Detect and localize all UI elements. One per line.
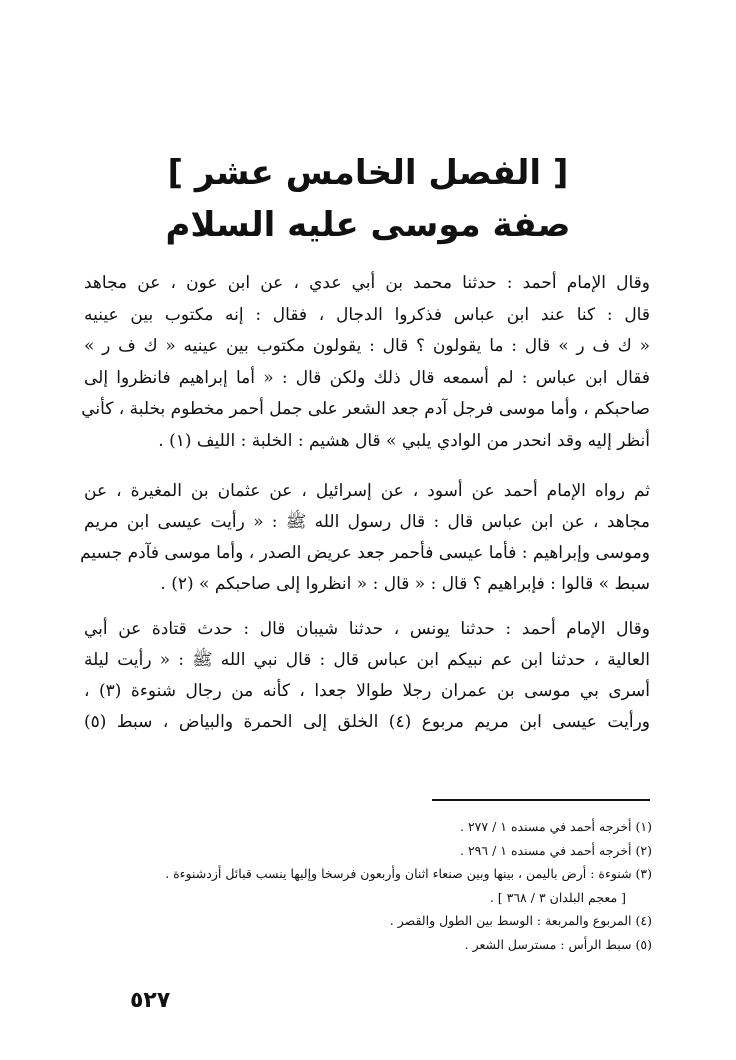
text-line: أسرى بي موسى بن عمران رجلا طوالا جعدا ، كأنه من رجال شنوءة (٣) ، <box>84 681 650 701</box>
footnotes <box>84 815 652 956</box>
text-line: ورأيت عيسى ابن مريم مربوع (٤) الخلق إلى الحمرة والبياض ، سبط (٥) <box>84 712 650 732</box>
paragraph-3 <box>84 614 650 738</box>
paragraph-2 <box>80 476 650 600</box>
page-number: ٥٢٧ <box>130 988 171 1013</box>
footnote-3: (٣) شنوءة : أرض باليمن ، بينها وبين صنعاء اثنان وأربعون فرسخا وإليها ينسب قبائل أزدشنوءة . <box>165 866 652 881</box>
text-line: وقال الإمام أحمد : حدثنا يونس ، حدثنا شيبان قال : حدث قتادة عن أبي <box>84 619 650 639</box>
footnote-1: (١) أخرجه أحمد في مسنده ١ / ٢٧٧ . <box>460 819 652 834</box>
text-line: وموسى وإبراهيم : فأما عيسى فأحمر جعد عريض الصدر ، وأما موسى فآدم جسيم <box>80 543 650 563</box>
footnote-3-source: [ معجم البلدان ٣ / ٣٦٨ ] . <box>489 889 626 905</box>
footnote-4: (٤) المربوع والمربعة : الوسط بين الطول والقصر . <box>389 913 652 928</box>
chapter-heading: [ الفصل الخامس عشر ] <box>167 153 569 193</box>
text-line: ثم رواه الإمام أحمد عن أسود ، عن إسرائيل ، عن عثمان بن المغيرة ، عن <box>84 481 650 501</box>
footnote-5: (٥) سبط الرأس : مسترسل الشعر . <box>464 936 652 952</box>
text-line: سبط » قالوا : فإبراهيم ؟ قال : « قال : « انظروا إلى صاحبكم » (٢) . <box>160 574 650 594</box>
text-line: صاحبكم ، وأما موسى فرجل آدم جعد الشعر على جمل أحمر مخطوم بخلبة ، كأني <box>81 399 650 419</box>
text-line: فقال ابن عباس : لم أسمعه قال ذلك ولكن قال : « أما إبراهيم فانظروا إلى <box>84 367 650 388</box>
text-line: « ك ف ر » قال : ما يقولون ؟ قال : يقولون مكتوب بين عينيه « ك ف ر » <box>84 336 650 356</box>
text-line: قال : كنا عند ابن عباس فذكروا الدجال ، فقال : إنه مكتوب بين عينيه <box>84 304 650 325</box>
text-line: أنظر إليه وقد انحدر من الوادي يلبي » قال هشيم : الخلبة : الليف (١) . <box>158 430 650 451</box>
text-line: مجاهد ، عن ابن عباس قال : قال رسول الله ﷺ : « رأيت عيسى ابن مريم <box>84 512 650 532</box>
footnote-2: (٢) أخرجه أحمد في مسنده ١ / ٢٩٦ . <box>460 842 652 858</box>
chapter-title: صفة موسى عليه السلام <box>165 205 571 245</box>
text-line: وقال الإمام أحمد : حدثنا محمد بن أبي عدي ، عن ابن عون ، عن مجاهد <box>84 273 650 293</box>
text-line: العالية ، حدثنا ابن عم نبيكم ابن عباس قال : قال نبي الله ﷺ : « رأيت ليلة <box>84 650 650 670</box>
footnote-separator <box>432 799 650 801</box>
paragraph-1 <box>81 268 650 457</box>
